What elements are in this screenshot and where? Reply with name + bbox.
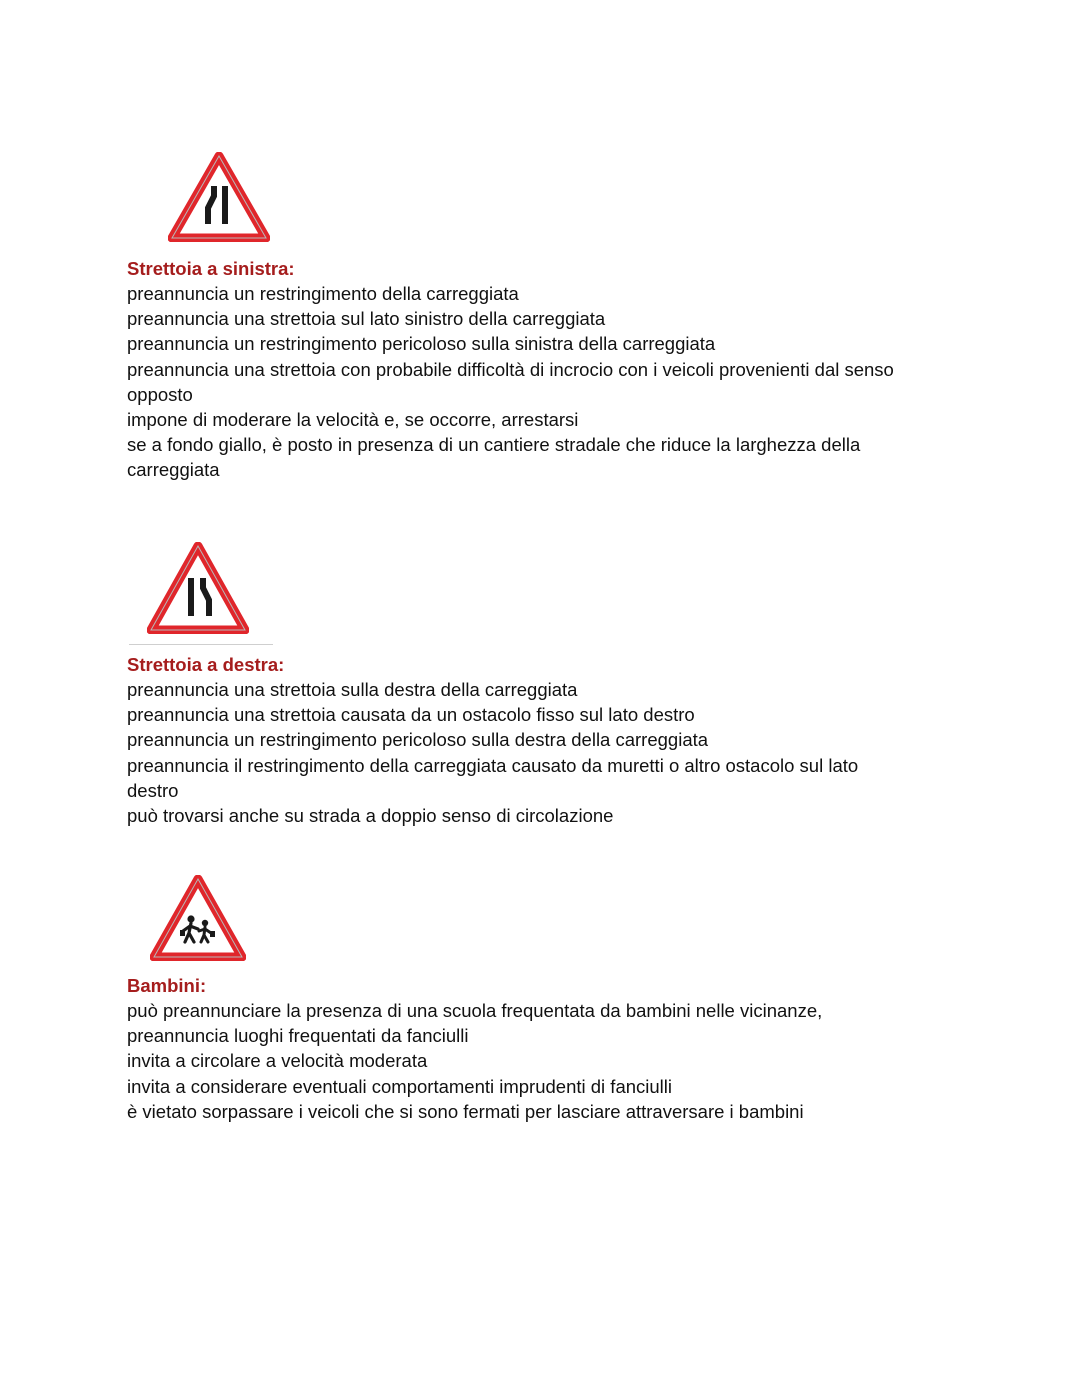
list-item: preannuncia un restringimento pericoloso sulla sinistra della carreggiata bbox=[127, 333, 716, 355]
list-item: preannuncia una strettoia sul lato sinistro della carreggiata bbox=[127, 308, 606, 330]
list-item: impone di moderare la velocità e, se occorre, arrestarsi bbox=[127, 409, 579, 431]
list-item: preannuncia un restringimento pericoloso sulla destra della carreggiata bbox=[127, 729, 709, 751]
section-title-bambini: Bambini: bbox=[127, 975, 207, 996]
road-narrows-left-sign-icon bbox=[168, 152, 270, 242]
section-lines-bambini bbox=[127, 998, 947, 1124]
list-item: è vietato sorpassare i veicoli che si sono fermati per lasciare attraversare i bambini bbox=[127, 1100, 804, 1122]
list-item: se a fondo giallo, è posto in presenza di un cantiere stradale che riduce la larghezza della bbox=[127, 434, 861, 456]
list-item: opposto bbox=[127, 383, 193, 405]
section-lines-strettoia-sinistra bbox=[127, 281, 947, 483]
road-narrows-right-sign-icon bbox=[147, 542, 249, 634]
list-item: invita a considerare eventuali comportamenti imprudenti di fanciulli bbox=[127, 1075, 673, 1097]
divider bbox=[129, 644, 273, 645]
list-item: può preannunciare la presenza di una scuola frequentata da bambini nelle vicinanze, bbox=[127, 1000, 823, 1021]
list-item: preannuncia una strettoia con probabile difficoltà di incrocio con i veicoli provenienti dal senso bbox=[127, 358, 894, 380]
list-item: preannuncia il restringimento della carreggiata causato da muretti o altro ostacolo sul lato bbox=[127, 754, 859, 776]
list-item: destro bbox=[127, 779, 179, 801]
list-item: preannuncia luoghi frequentati da fanciulli bbox=[127, 1025, 469, 1047]
list-item: preannuncia una strettoia causata da un ostacolo fisso sul lato destro bbox=[127, 704, 695, 726]
section-title-strettoia-sinistra: Strettoia a sinistra: bbox=[127, 258, 295, 279]
list-item: carreggiata bbox=[127, 459, 220, 481]
children-crossing-sign-icon bbox=[150, 875, 246, 961]
list-item: preannuncia un restringimento della carreggiata bbox=[127, 283, 519, 304]
list-item: preannuncia una strettoia sulla destra della carreggiata bbox=[127, 679, 578, 700]
section-lines-strettoia-destra bbox=[127, 677, 947, 828]
section-title-strettoia-destra: Strettoia a destra: bbox=[127, 654, 285, 675]
list-item: può trovarsi anche su strada a doppio senso di circolazione bbox=[127, 805, 614, 827]
list-item: invita a circolare a velocità moderata bbox=[127, 1050, 428, 1072]
